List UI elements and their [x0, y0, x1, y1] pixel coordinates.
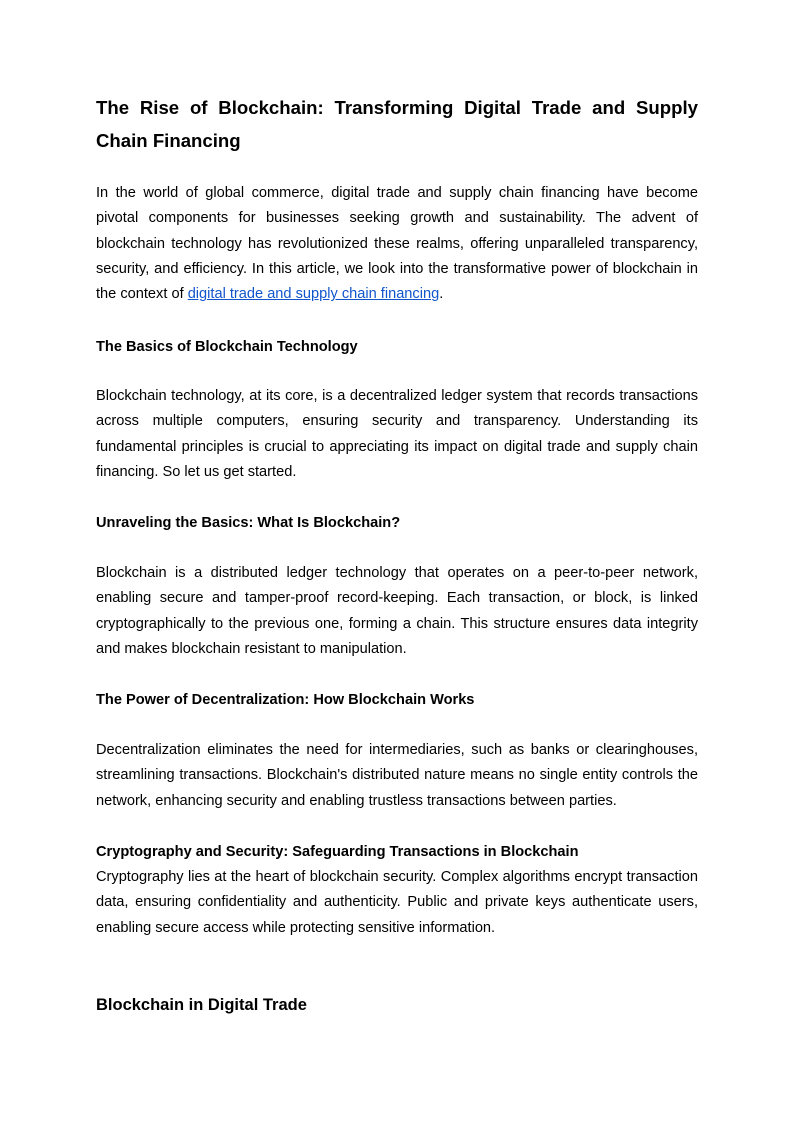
- section-body-decentralization: Decentralization eliminates the need for intermediaries, such as banks or clearinghouses, streamlining transactions. Blockchain's distributed nature means no single entity controls the network, enhancing security and enabling trustless transactions between parties.: [96, 742, 698, 809]
- section-body-cryptography: Cryptography lies at the heart of blockchain security. Complex algorithms encrypt transaction data, ensuring confidentiality and authenticity. Public and private keys authenticate users, enabling secure access while protecting sensitive information.: [96, 869, 698, 936]
- section-heading-basics: The Basics of Blockchain Technology: [96, 339, 358, 355]
- section-heading-digital-trade: Blockchain in Digital Trade: [96, 996, 307, 1014]
- section-heading-cryptography: Cryptography and Security: Safeguarding Transactions in Blockchain: [96, 844, 579, 860]
- section-heading-decentralization: The Power of Decentralization: How Blockchain Works: [96, 692, 475, 708]
- section-body-basics: Blockchain technology, at its core, is a decentralized ledger system that records transactions across multiple computers, ensuring security and transparency. Understanding its fundamental principles is crucial to appreciating its impact on digital trade and supply chain financing. So let us get started.: [96, 388, 698, 480]
- intro-link[interactable]: digital trade and supply chain financing: [187, 286, 440, 303]
- intro-text: In the world of global commerce, digital trade and supply chain financing have become pivotal components for businesses seeking growth and sustainability. The advent of blockchain technology has revolutionized these realms, offering unparalleled transparency, security, and efficiency. In this article, we look into the transformative power of blockchain in the context of: [96, 185, 698, 303]
- article-title: The Rise of Blockchain: Transforming Digital Trade and Supply Chain Financing: [96, 97, 698, 151]
- section-heading-what-is: Unraveling the Basics: What Is Blockchain?: [96, 515, 401, 531]
- section-body-what-is: Blockchain is a distributed ledger technology that operates on a peer-to-peer network, enabling secure and tamper-proof record-keeping. Each transaction, or block, is linked cryptographically to the previous one, forming a chain. This structure ensures data integrity and makes blockchain resistant to manipulation.: [96, 565, 698, 657]
- intro-paragraph: [96, 181, 698, 307]
- intro-period: .: [439, 286, 444, 303]
